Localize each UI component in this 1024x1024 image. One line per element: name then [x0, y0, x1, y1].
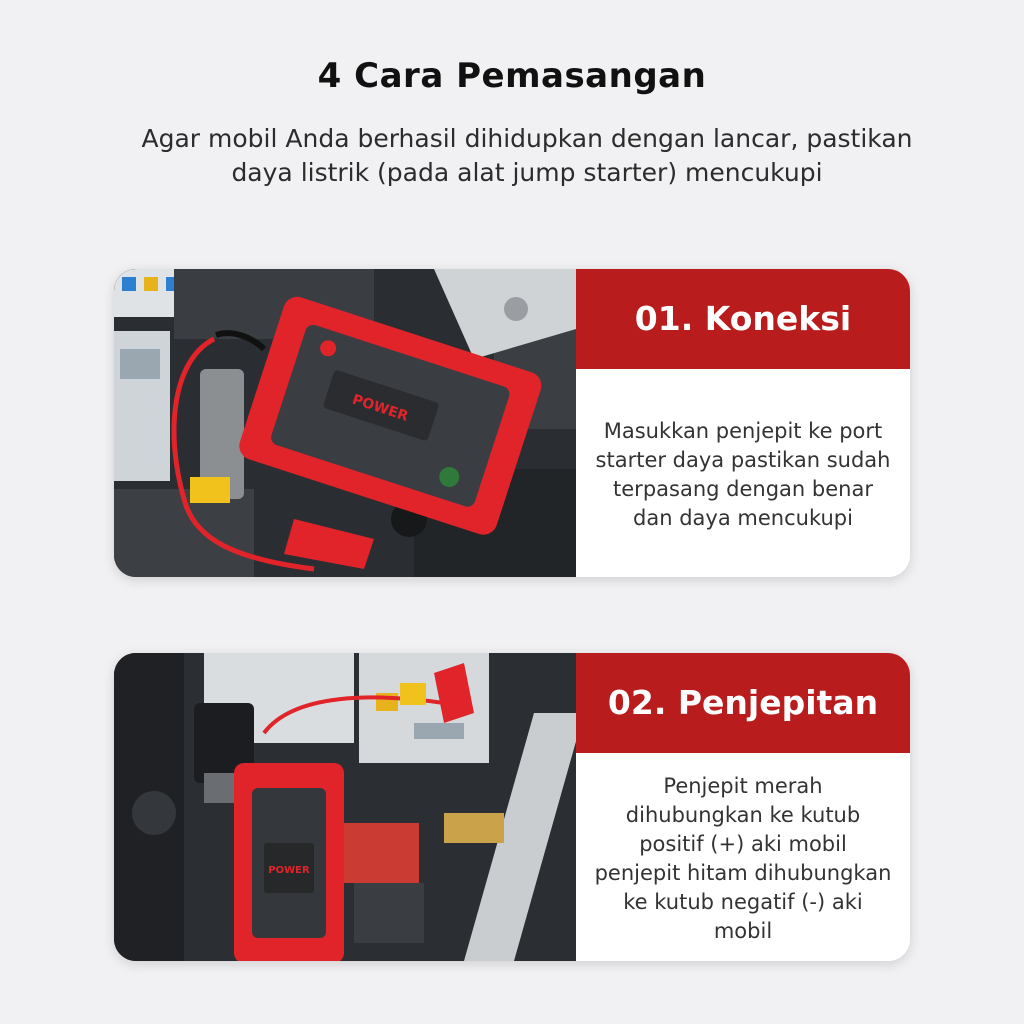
- step-title-penjepitan: 02. Penjepitan: [576, 653, 910, 753]
- subtitle-line-1: Agar mobil Anda berhasil dihidupkan dengan lancar, pastikan: [141, 124, 913, 153]
- page-title: 4 Cara Pemasangan: [317, 56, 707, 96]
- step-description-koneksi: [576, 369, 910, 565]
- subtitle-line-2: daya listrik (pada alat jump starter) mencukupi: [231, 158, 823, 187]
- step-description-text: Penjepit merah dihubungkan ke kutub positif (+) aki mobil penjepit hitam dihubungkan ke kutub negatif (-) aki mobil: [594, 774, 892, 943]
- step-description-text: Masukkan penjepit ke port starter daya pastikan sudah terpasang dengan benar dan daya mencukupi: [595, 419, 891, 530]
- step-photo-koneksi: [114, 269, 576, 577]
- step-card-koneksi: [114, 269, 910, 577]
- step-panel-koneksi: [576, 269, 910, 577]
- device-brand-label: POWER: [268, 865, 310, 876]
- device-brand-label: POWER: [350, 391, 411, 425]
- page-subtitle: [72, 122, 982, 190]
- step-card-penjepitan: [114, 653, 910, 961]
- step-description-penjepitan: [576, 753, 910, 949]
- step-panel-penjepitan: [576, 653, 910, 961]
- step-title-koneksi: 01. Koneksi: [576, 269, 910, 369]
- step-photo-penjepitan: [114, 653, 576, 961]
